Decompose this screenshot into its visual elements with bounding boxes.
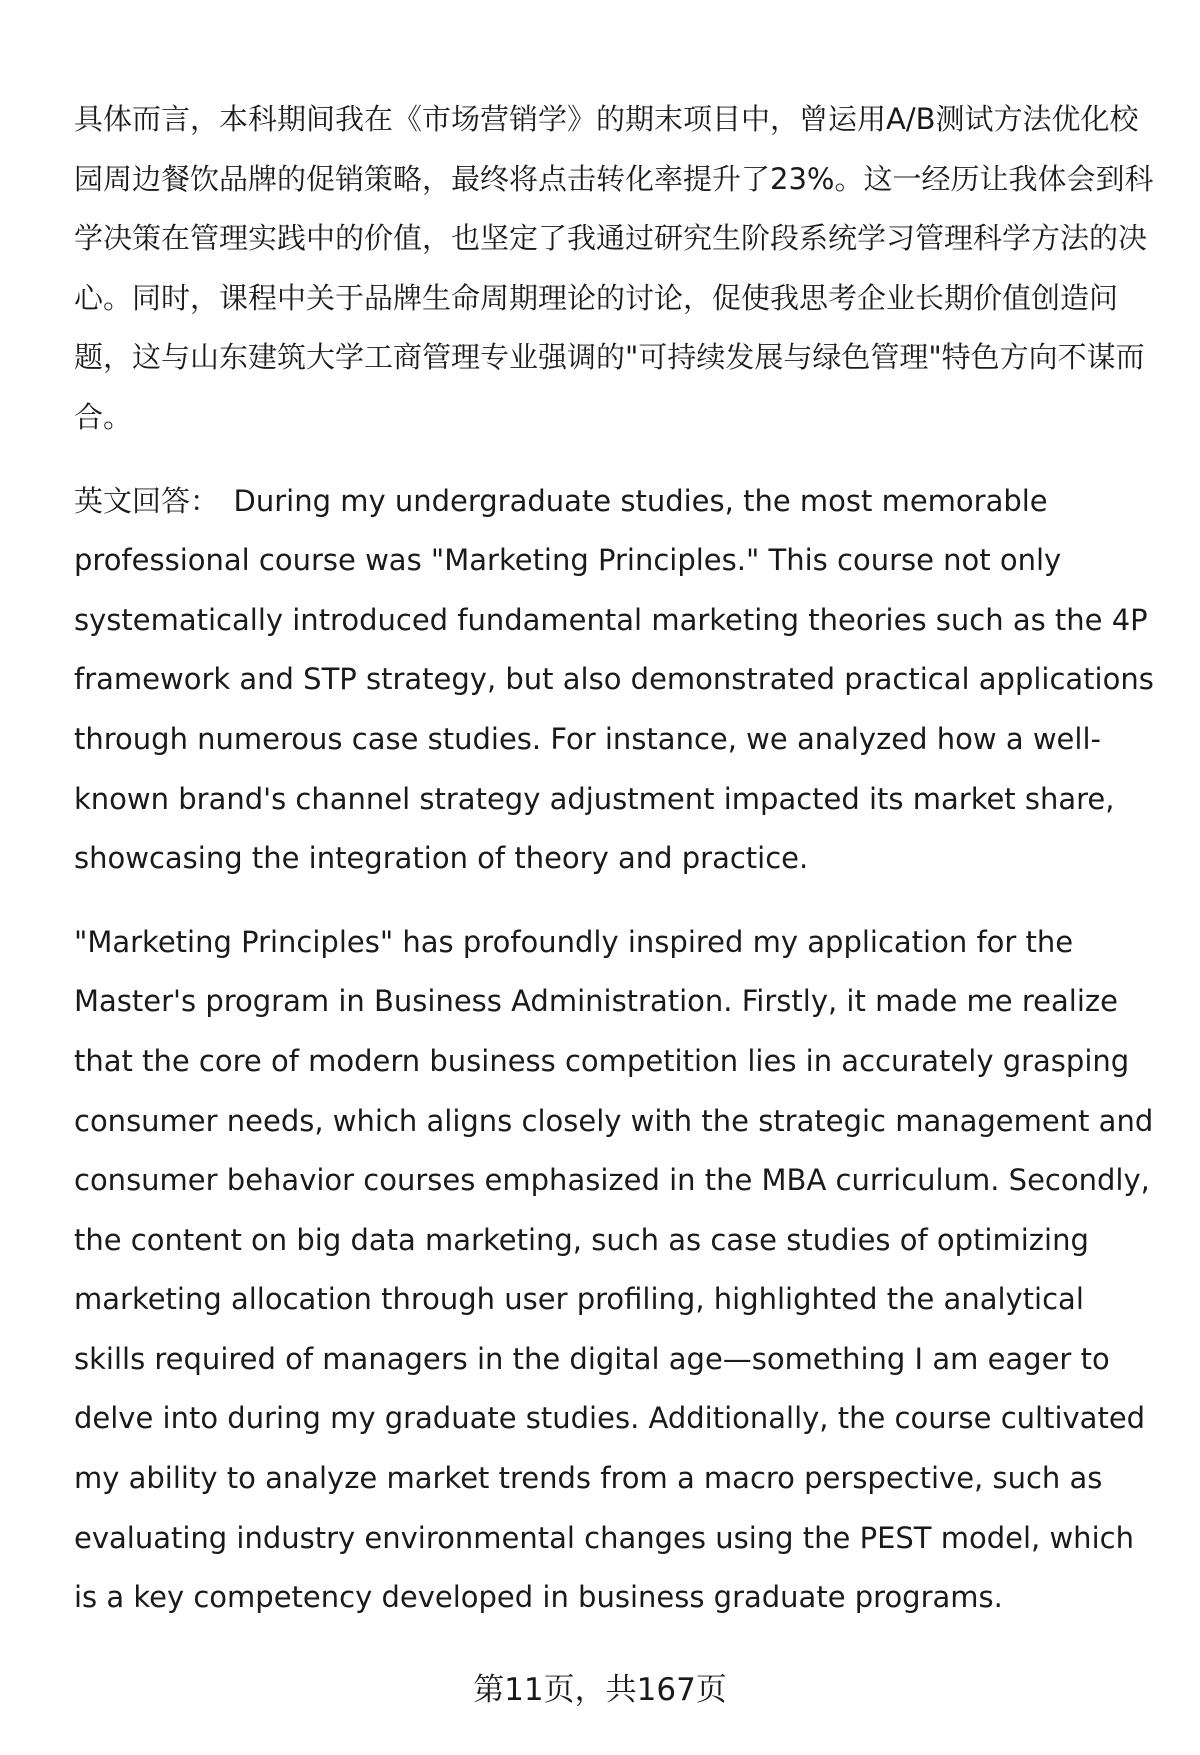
document-body xyxy=(74,90,1164,1652)
paragraph-chinese-answer: 具体而言，本科期间我在《市场营销学》的期末项目中，曾运用A/B测试方法优化校园周边餐饮品牌的促销策略，最终将点击转化率提升了23%。这一经历让我体会到科学决策在管理实践中的价值，也坚定了我通过研究生阶段系统学习管理科学方法的决心。同时，课程中关于品牌生命周期理论的讨论，促使我思考企业长期价值创造问题，这与山东建筑大学工商管理专业强调的"可持续发展与绿色管理"特色方向不谋而合。 xyxy=(74,102,1154,434)
paragraph-english-answer-intro xyxy=(74,472,1164,889)
english-answer-label: 英文回答： xyxy=(74,483,220,518)
paragraph-english-answer-body: "Marketing Principles" has profoundly inspired my application for the Master's program in Business Administration. Firstly, it made me realize that the core of modern business competition lies in accurately grasping consumer needs, which aligns closely with the strategic management and consumer behavior courses emphasized in the MBA curriculum. Secondly, the content on big data marketing, such as case studies of optimizing marketing allocation through user profiling, highlighted the analytical skills required of managers in the digital age—something I am eager to delve into during my graduate studies. Additionally, the course cultivated my ability to analyze market trends from a macro perspective, such as evaluating industry environmental changes using the PEST model, which is a key competency developed in business graduate programs. xyxy=(74,924,1154,1615)
english-answer-text: During my undergraduate studies, the most memorable professional course was "Marketing Principles." This course not only systematically introduced fundamental marketing theories such as the 4P framework and STP strategy, but also demonstrated practical applications through numerous case studies. For instance, we analyzed how a well-known brand's channel strategy adjustment impacted its market share, showcasing the integration of theory and practice. xyxy=(74,483,1154,876)
page-number-footer: 第11页，共167页 xyxy=(473,1672,727,1708)
